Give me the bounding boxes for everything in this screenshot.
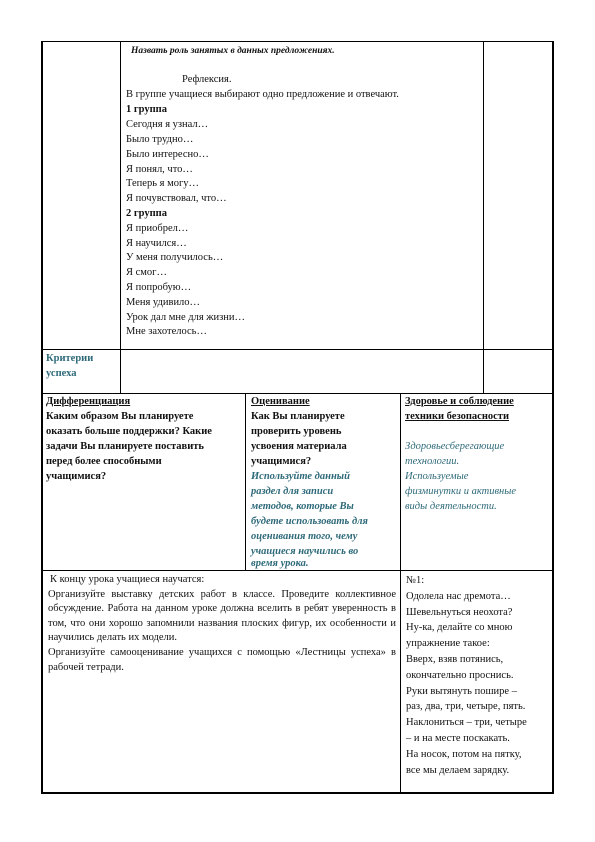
- assessment-hint-line: время урока.: [251, 558, 309, 569]
- columns-row-top: [41, 393, 553, 394]
- criteria-label-line2: успеха: [46, 368, 77, 379]
- top-col-divider-right: [483, 41, 484, 394]
- group2-item: Урок дал мне для жизни…: [126, 312, 246, 323]
- group2-item: У меня получилось…: [126, 252, 224, 263]
- group1-item: Теперь я могу…: [126, 178, 200, 189]
- poem-line: упражнение такое:: [406, 638, 490, 650]
- differentiation-question-line: Каким образом Вы планируете: [46, 411, 194, 422]
- health-hint-line: Здоровьесберегающие: [405, 441, 505, 452]
- group2-item: Мне захотелось…: [126, 326, 207, 337]
- group1-item: Было интересно…: [126, 149, 209, 160]
- poem-line: Шевельнуться неохота?: [406, 606, 513, 618]
- task-title: Назвать роль занятых в данных предложениях.: [131, 46, 335, 56]
- table-border-left: [41, 41, 43, 794]
- poem-line: Ну-ка, делайте со мною: [406, 622, 513, 634]
- table-border-top: [41, 41, 553, 42]
- poem-line: Наклониться – три, четыре: [406, 717, 527, 729]
- reflection-intro: В группе учащиеся выбирают одно предложение и отвечают.: [126, 89, 399, 100]
- group1-item: Было трудно…: [126, 134, 194, 145]
- group2-item: Я приобрел…: [126, 223, 189, 234]
- assessment-hint-line: методов, которые Вы: [251, 501, 354, 512]
- learning-outcome-paragraph: Организуйте выставку детских работ в классе. Проведите коллективное обсуждение. Работа на данном уроке должна вселить в ребят уверенность в том, что они хорошо запомнили названия плоских фигур, их особенности и научились делать их модели.: [48, 588, 396, 644]
- poem-line: – и на месте поскакать.: [406, 732, 510, 744]
- criteria-label-line1: Критерии: [46, 353, 94, 364]
- poem-line: №1:: [406, 575, 425, 586]
- learning-outcome-paragraph: Организуйте самооценивание учащихся с помощью «Лестницы успеха» в рабочей тетради.: [48, 646, 396, 673]
- poem-line: все мы делаем зарядку.: [406, 764, 510, 776]
- differentiation-question-line: задачи Вы планируете поставить: [46, 441, 204, 452]
- poem-line: окончательно проснись.: [406, 669, 514, 681]
- group1-label: 1 группа: [126, 104, 167, 115]
- group1-item: Сегодня я узнал…: [126, 119, 209, 130]
- bottom-left-cell: [48, 573, 396, 675]
- group1-item: Я понял, что…: [126, 164, 193, 175]
- group2-item: Я попробую…: [126, 282, 192, 293]
- col-divider-2: [400, 393, 401, 571]
- bottom-right-cell: [406, 573, 550, 778]
- health-hint-line: физминутки и активные: [405, 486, 516, 497]
- assessment-hint-line: будете использовать для: [251, 516, 368, 527]
- differentiation-question-line: перед более способными: [46, 456, 162, 467]
- table-border-right: [552, 41, 554, 794]
- health-hint-line: виды деятельности.: [405, 501, 497, 512]
- health-hint-line: технологии.: [405, 456, 460, 467]
- poem-line: На носок, потом на пятку,: [406, 748, 522, 760]
- group2-label: 2 группа: [126, 208, 167, 219]
- assessment-hint-line: Используйте данный: [251, 471, 350, 482]
- poem-line: раз, два, три, четыре, пять.: [406, 701, 526, 713]
- assessment-hint-line: оценивания того, чему: [251, 531, 358, 542]
- health-title-line2: техники безопасности: [405, 411, 509, 422]
- assessment-title: Оценивание: [251, 396, 310, 407]
- health-title-line1: Здоровье и соблюдение: [405, 396, 514, 407]
- poem-line: Одолела нас дремота…: [406, 590, 511, 602]
- reflection-title: Рефлексия.: [182, 74, 232, 85]
- assessment-hint-line: учащиеся научились во: [251, 546, 359, 557]
- differentiation-question-line: оказать больше поддержки? Какие: [46, 426, 212, 437]
- col-divider-1: [245, 393, 246, 571]
- group2-item: Я смог…: [126, 267, 167, 278]
- assessment-question-line: Как Вы планируете: [251, 411, 345, 422]
- poem-line: Вверх, взяв потянись,: [406, 653, 504, 665]
- poem-line: Руки вытянуть пошире –: [406, 685, 517, 697]
- assessment-question-line: усвоения материала: [251, 441, 347, 452]
- table-border-bottom: [41, 792, 553, 794]
- assessment-hint-line: раздел для записи: [251, 486, 334, 497]
- learning-outcome-heading: К концу урока учащиеся научатся:: [50, 574, 205, 585]
- group2-item: Меня удивило…: [126, 297, 201, 308]
- health-hint-line: Используемые: [405, 471, 469, 482]
- bottom-col-divider: [400, 570, 401, 794]
- top-col-divider-left: [120, 41, 121, 394]
- group2-item: Я научился…: [126, 238, 187, 249]
- differentiation-title: Дифференциация: [46, 396, 131, 407]
- assessment-question-line: проверить уровень: [251, 426, 342, 437]
- criteria-row-top: [41, 349, 553, 350]
- assessment-question-line: учащимися?: [251, 456, 312, 467]
- differentiation-question-line: учащимися?: [46, 471, 107, 482]
- group1-item: Я почувствовал, что…: [126, 193, 227, 204]
